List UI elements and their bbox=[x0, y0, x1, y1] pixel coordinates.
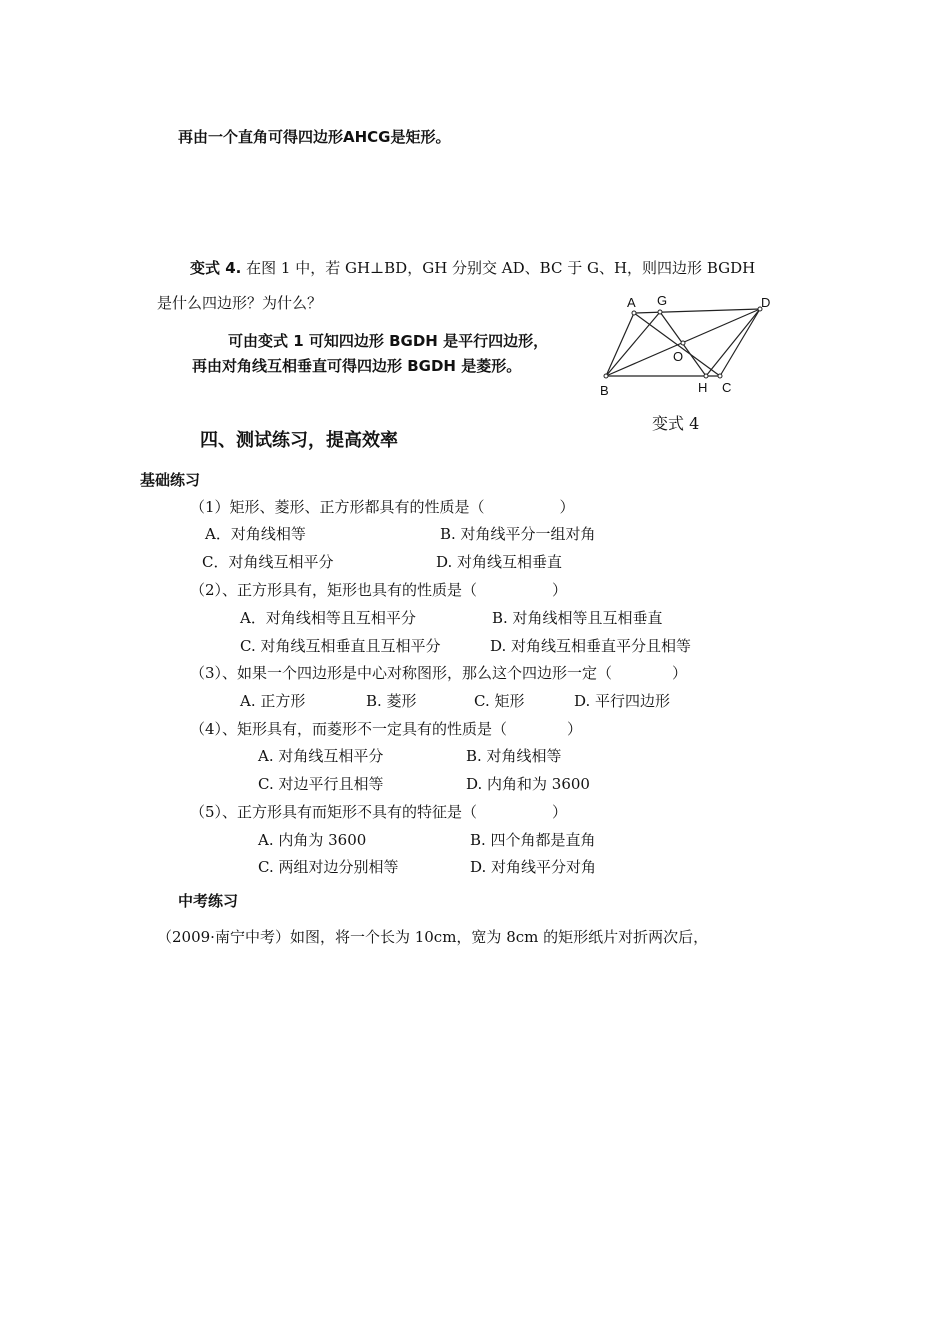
label-G: G bbox=[657, 293, 668, 308]
point-C bbox=[718, 374, 722, 378]
label-B: B bbox=[600, 383, 609, 398]
q2-option-a: A．对角线相等且互相平分 bbox=[240, 609, 416, 627]
q5-option-c: C. 两组对边分别相等 bbox=[258, 858, 399, 876]
label-D: D bbox=[761, 295, 771, 310]
point-H bbox=[704, 374, 708, 378]
label-H: H bbox=[698, 380, 708, 395]
q5-stem: （5）、正方形具有而矩形不具有的特征是（ ） bbox=[190, 803, 568, 821]
label-C: C bbox=[722, 380, 732, 395]
variant4-answer-line1: 可由变式 1 可知四边形 BGDH 是平行四边形， bbox=[228, 332, 549, 350]
point-A bbox=[632, 311, 636, 315]
q1-option-b: B. 对角线平分一组对角 bbox=[440, 525, 596, 543]
q5-option-b: B. 四个角都是直角 bbox=[470, 831, 596, 849]
q4-option-c: C. 对边平行且相等 bbox=[258, 775, 384, 793]
q4-option-b: B. 对角线相等 bbox=[466, 747, 562, 765]
q3-option-a: A. 正方形 bbox=[240, 692, 306, 710]
q3-option-c: C. 矩形 bbox=[474, 692, 525, 710]
variant4-label: 变式 4. bbox=[190, 259, 242, 277]
q2-option-c: C. 对角线互相垂直且互相平分 bbox=[240, 637, 441, 655]
edge-BA bbox=[606, 313, 634, 376]
label-A: A bbox=[627, 295, 636, 310]
q2-option-d: D. 对角线互相垂直平分且相等 bbox=[490, 637, 692, 655]
q3-option-d: D. 平行四边形 bbox=[574, 692, 671, 710]
variant4-question-line1 bbox=[190, 258, 755, 278]
edge-DC bbox=[720, 309, 760, 376]
q1-option-c: C．对角线互相平分 bbox=[202, 553, 334, 571]
variant4-question-line2: 是什么四边形？为什么？ bbox=[157, 294, 323, 312]
exam-text: （2009·南宁中考）如图，将一个长为 10cm，宽为 8cm 的矩形纸片对折两次后， bbox=[157, 928, 709, 946]
q2-option-b: B. 对角线相等且互相垂直 bbox=[492, 609, 663, 627]
point-G bbox=[658, 310, 662, 314]
basic-heading: 基础练习 bbox=[140, 471, 201, 489]
point-B bbox=[604, 374, 608, 378]
q4-option-a: A. 对角线互相平分 bbox=[258, 747, 384, 765]
exam-heading: 中考练习 bbox=[178, 892, 239, 910]
q3-option-b: B. 菱形 bbox=[366, 692, 417, 710]
segment-DH bbox=[706, 309, 760, 376]
point-O bbox=[681, 341, 685, 345]
edge-AD bbox=[634, 309, 760, 313]
q3-stem: （3）、如果一个四边形是中心对称图形，那么这个四边形一定（ ） bbox=[190, 664, 688, 682]
q1-option-a: A．对角线相等 bbox=[205, 525, 306, 543]
q4-stem: （4）、矩形具有，而菱形不一定具有的性质是（ ） bbox=[190, 720, 583, 738]
intro-conclusion: 再由一个直角可得四边形AHCG是矩形。 bbox=[178, 128, 451, 146]
segment-BG bbox=[606, 312, 660, 376]
q5-option-a: A. 内角为 3600 bbox=[258, 831, 367, 849]
q4-option-d: D. 内角和为 3600 bbox=[466, 775, 590, 793]
q2-stem: （2）、正方形具有，矩形也具有的性质是（ ） bbox=[190, 581, 568, 599]
label-O: O bbox=[673, 349, 684, 364]
variant4-figure-caption: 变式 4 bbox=[652, 414, 700, 433]
q1-option-d: D. 对角线互相垂直 bbox=[436, 553, 563, 571]
variant4-answer-line2: 再由对角线互相垂直可得四边形 BGDH 是菱形。 bbox=[192, 357, 522, 375]
q1-stem: （1）矩形、菱形、正方形都具有的性质是（ ） bbox=[190, 498, 575, 516]
q5-option-d: D. 对角线平分对角 bbox=[470, 858, 597, 876]
variant4-question-text: 在图 1 中，若 GH⊥BD，GH 分别交 AD、BC 于 G、H，则四边形 BGDH bbox=[246, 259, 756, 277]
section4-title: 四、测试练习，提高效率 bbox=[200, 430, 398, 451]
